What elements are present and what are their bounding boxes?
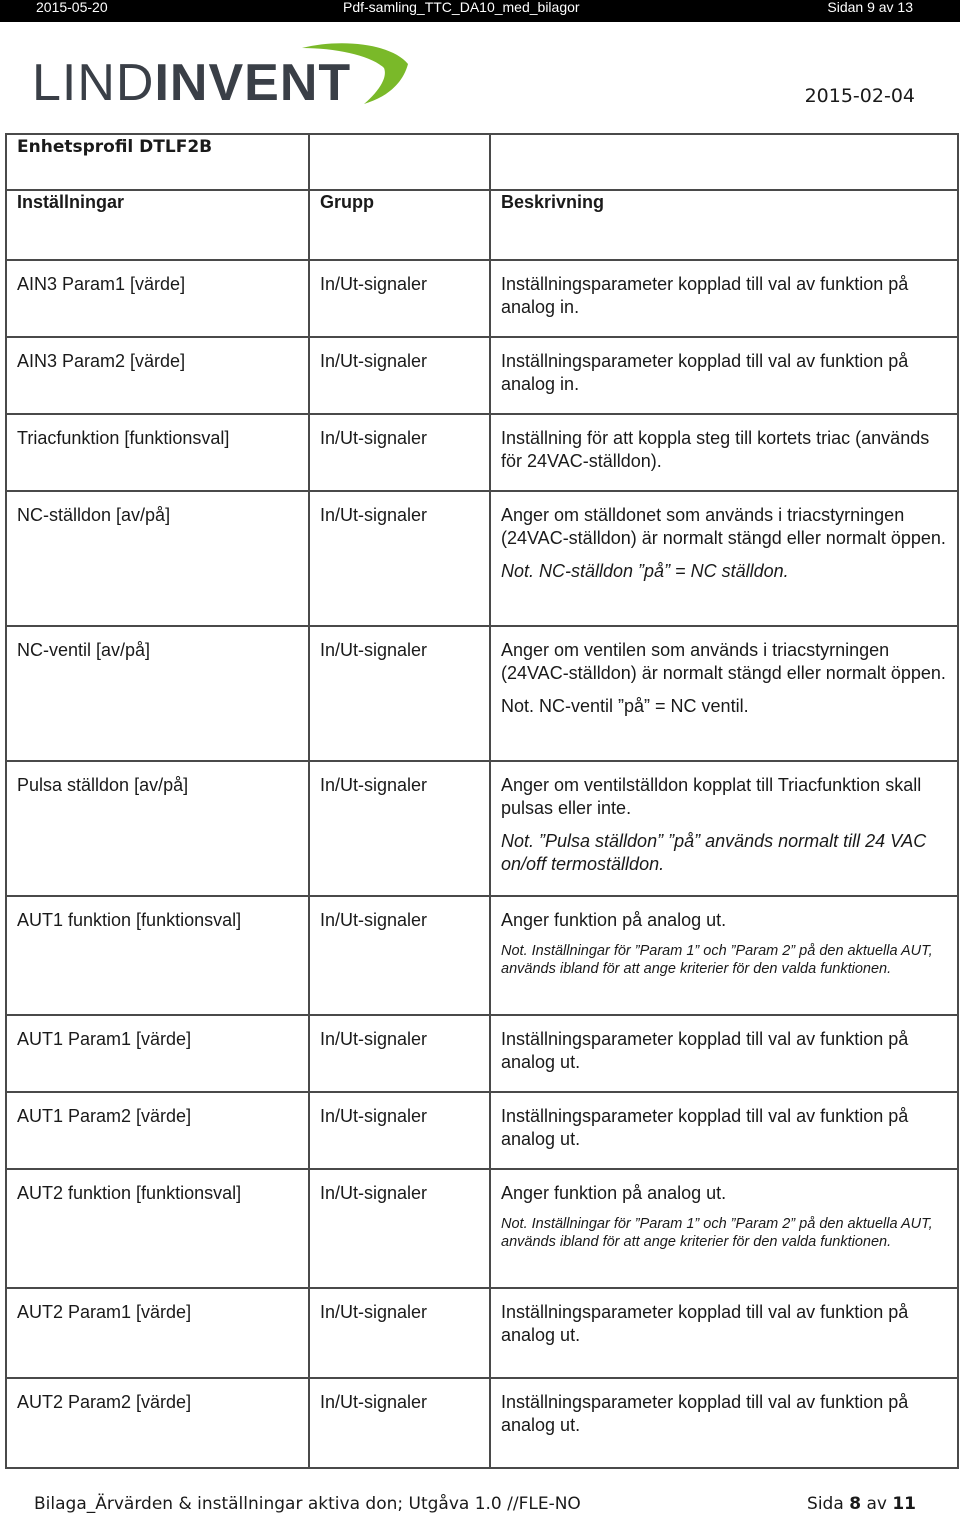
- table-row: [6, 1288, 958, 1378]
- description-cell: [490, 1288, 958, 1378]
- description-text: Anger om ställdonet som används i triacstyrningen (24VAC-ställdon) är normalt stängd eller normalt öppen.: [501, 505, 946, 548]
- description-cell: [490, 414, 958, 491]
- description-cell: [490, 260, 958, 337]
- description-cell: [490, 761, 958, 896]
- description-note: Not. Inställningar för ”Param 1” och ”Param 2” på den aktuella AUT, används ibland för att ange kriterier för den valda funktionen.: [501, 1216, 933, 1250]
- svg-text:LINDINVENT: [32, 54, 351, 108]
- table-row: [6, 761, 958, 896]
- description-text: Inställningsparameter kopplad till val av funktion på analog ut.: [501, 1106, 909, 1149]
- setting-cell: AUT2 funktion [funktionsval]: [6, 1169, 309, 1288]
- logo-text-light: LIND: [32, 54, 155, 108]
- setting-cell: AUT1 Param1 [värde]: [6, 1015, 309, 1092]
- table-title-row: [6, 134, 958, 190]
- setting-cell: AIN3 Param1 [värde]: [6, 260, 309, 337]
- group-cell: In/Ut-signaler: [309, 896, 490, 1015]
- description-text: Inställning för att koppla steg till kortets triac (används för 24VAC-ställdon).: [501, 428, 930, 471]
- group-cell: In/Ut-signaler: [309, 414, 490, 491]
- description-text: Anger funktion på analog ut.: [501, 1183, 727, 1203]
- footer-page-total: 11: [892, 1494, 916, 1514]
- description-cell: [490, 337, 958, 414]
- footer-page-of: av: [866, 1494, 887, 1514]
- description-cell: [490, 1378, 958, 1468]
- column-header-settings: Inställningar: [17, 192, 125, 212]
- description-cell: [490, 1015, 958, 1092]
- setting-cell: Pulsa ställdon [av/på]: [6, 761, 309, 896]
- description-text: Inställningsparameter kopplad till val av funktion på analog ut.: [501, 1029, 909, 1072]
- footer-document-info: Bilaga_Ärvärden & inställningar aktiva don; Utgåva 1.0 //FLE-NO: [34, 1494, 581, 1514]
- description-text: Anger om ventilen som används i triacstyrningen (24VAC-ställdon) är normalt stängd eller normalt öppen.: [501, 640, 946, 683]
- setting-cell: Triacfunktion [funktionsval]: [6, 414, 309, 491]
- footer-page-number: [807, 1494, 916, 1514]
- setting-cell: AUT1 funktion [funktionsval]: [6, 896, 309, 1015]
- table-row: [6, 1092, 958, 1169]
- setting-cell: NC-ställdon [av/på]: [6, 491, 309, 626]
- page-footer: [34, 1494, 916, 1514]
- header-date: 2015-05-20: [36, 0, 108, 15]
- description-text: Inställningsparameter kopplad till val av funktion på analog in.: [501, 351, 909, 394]
- setting-cell: NC-ventil [av/på]: [6, 626, 309, 761]
- description-text: Inställningsparameter kopplad till val av funktion på analog in.: [501, 274, 909, 317]
- setting-cell: AIN3 Param2 [värde]: [6, 337, 309, 414]
- group-cell: In/Ut-signaler: [309, 626, 490, 761]
- header-page-number: Sidan 9 av 13: [827, 0, 913, 15]
- logo-text-bold: INVENT: [154, 54, 352, 108]
- group-cell: In/Ut-signaler: [309, 1378, 490, 1468]
- description-text: Anger funktion på analog ut.: [501, 910, 727, 930]
- lindinvent-logo: [32, 38, 412, 108]
- top-header-bar: [0, 0, 960, 22]
- footer-page-current: 8: [849, 1494, 862, 1514]
- table-title-cell: [6, 134, 309, 190]
- footer-page-word: Sida: [807, 1494, 844, 1514]
- table-row: [6, 626, 958, 761]
- table-row: [6, 1169, 958, 1288]
- table-row: [6, 1378, 958, 1468]
- table-row: [6, 260, 958, 337]
- group-cell: In/Ut-signaler: [309, 491, 490, 626]
- group-cell: In/Ut-signaler: [309, 337, 490, 414]
- document-date: 2015-02-04: [804, 85, 915, 107]
- table-row: [6, 414, 958, 491]
- description-note: Not. NC-ventil ”på” = NC ventil.: [501, 696, 749, 716]
- description-text: Anger om ventilställdon kopplat till Triacfunktion skall pulsas eller inte.: [501, 775, 922, 818]
- table-title: Enhetsprofil DTLF2B: [17, 137, 213, 157]
- group-cell: In/Ut-signaler: [309, 761, 490, 896]
- column-header-description: Beskrivning: [501, 192, 605, 212]
- description-text: Inställningsparameter kopplad till val av funktion på analog ut.: [501, 1392, 909, 1435]
- description-cell: [490, 626, 958, 761]
- table-row: [6, 896, 958, 1015]
- group-cell: In/Ut-signaler: [309, 1092, 490, 1169]
- description-note: Not. Inställningar för ”Param 1” och ”Param 2” på den aktuella AUT, används ibland för att ange kriterier för den valda funktionen.: [501, 943, 933, 977]
- description-cell: [490, 896, 958, 1015]
- description-note: Not. NC-ställdon ”på” = NC ställdon.: [501, 561, 789, 581]
- group-cell: In/Ut-signaler: [309, 1288, 490, 1378]
- description-cell: [490, 491, 958, 626]
- description-text: Inställningsparameter kopplad till val av funktion på analog ut.: [501, 1302, 909, 1345]
- column-header-group: Grupp: [320, 192, 374, 212]
- group-cell: In/Ut-signaler: [309, 1015, 490, 1092]
- description-cell: [490, 1092, 958, 1169]
- device-profile-table: [5, 133, 959, 1469]
- description-note: Not. ”Pulsa ställdon” ”på” används normalt till 24 VAC on/off termoställdon.: [501, 831, 927, 874]
- group-cell: In/Ut-signaler: [309, 1169, 490, 1288]
- table-row: [6, 337, 958, 414]
- setting-cell: AUT2 Param2 [värde]: [6, 1378, 309, 1468]
- group-cell: In/Ut-signaler: [309, 260, 490, 337]
- table-row: [6, 1015, 958, 1092]
- setting-cell: AUT2 Param1 [värde]: [6, 1288, 309, 1378]
- table-header-row: [6, 190, 958, 260]
- header-document-name: Pdf-samling_TTC_DA10_med_bilagor: [343, 0, 580, 15]
- description-cell: [490, 1169, 958, 1288]
- table-row: [6, 491, 958, 626]
- setting-cell: AUT1 Param2 [värde]: [6, 1092, 309, 1169]
